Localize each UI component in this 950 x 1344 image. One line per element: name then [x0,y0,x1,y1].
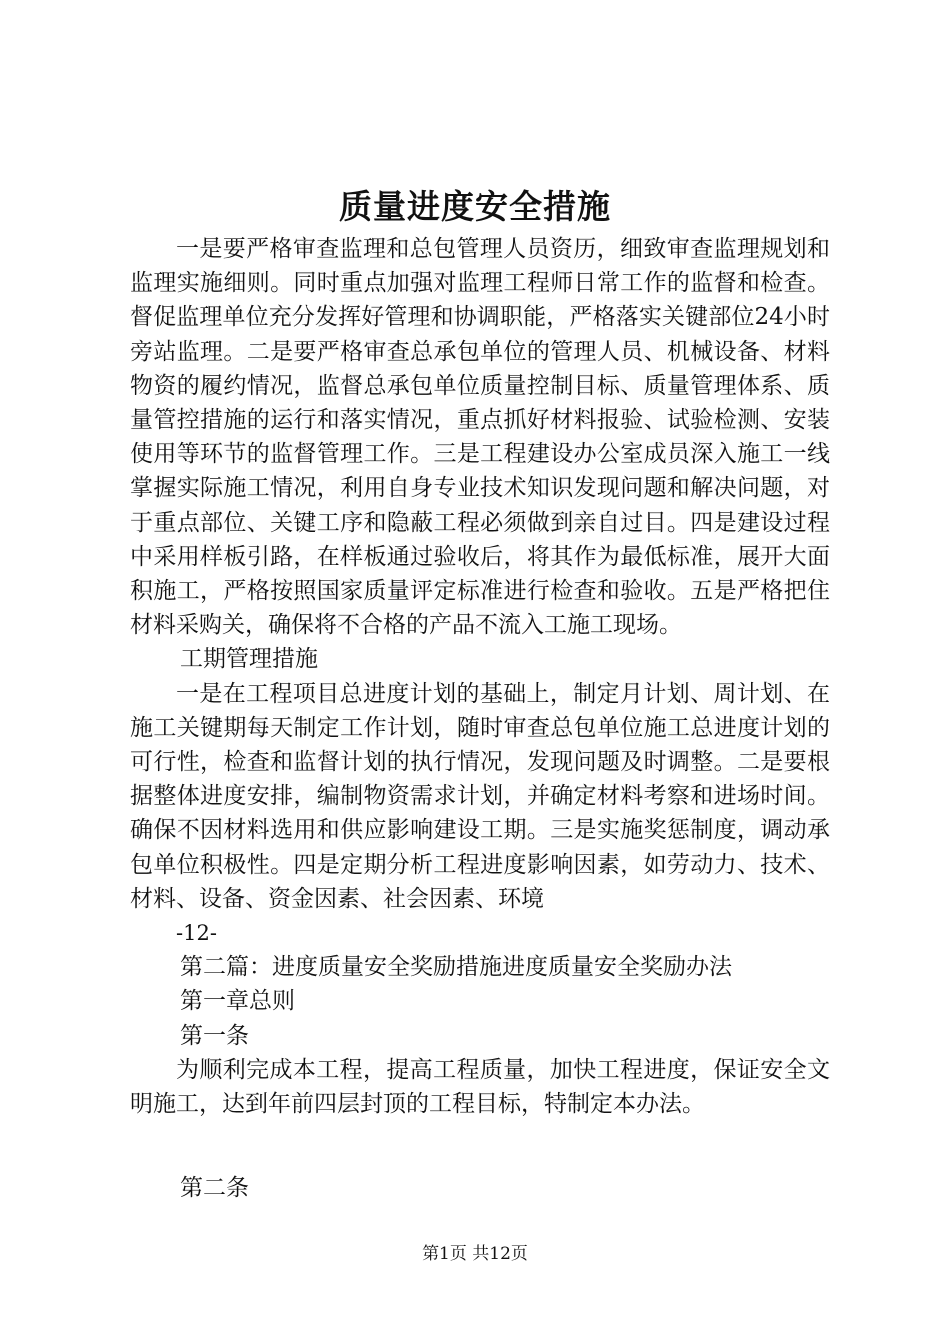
paragraph-article-one: 为顺利完成本工程，提高工程质量，加快工程进度，保证安全文明施工，达到年前四层封顶的工程目标，特制定本办法。 [130,1056,830,1118]
section-heading-schedule: 工期管理措施 [180,646,318,673]
page-footer: 第1页 共12页 [422,1244,528,1264]
paragraph-schedule-measures: 一是在工程项目总进度计划的基础上，制定月计划、周计划、在施工关键期每天制定工作计划，随时审查总包单位施工总进度计划的可行性，检查和监督计划的执行情况，发现问题及时调整。二是要根据整体进度安排，编制物资需求计划，并确定材料考察和进场时间。确保不因材料选用和供应影响建设工期。三是实施奖惩制度，调动承包单位积极性。四是定期分析工程进度影响因素，如劳动力、技术、材料、设备、资金因素、社会因素、环境 [130,680,830,912]
chapter-one-heading: 第一章总则 [180,988,295,1015]
article-two-heading: 第二条 [180,1175,249,1202]
document-title: 质量进度安全措施 [339,187,611,226]
chapter-two-title: 第二篇：进度质量安全奖励措施进度质量安全奖励办法 [180,954,732,981]
blank-space [130,1121,830,1171]
article-one-heading: 第一条 [180,1022,249,1049]
document-body [130,232,830,1205]
page-marker: -12- [176,921,217,946]
paragraph-quality-measures: 一是要严格审查监理和总包管理人员资历，细致审查监理规划和监理实施细则。同时重点加强对监理工程师日常工作的监督和检查。督促监理单位充分发挥好管理和协调职能，严格落实关键部位24小时旁站监理。二是要严格审查总承包单位的管理人员、机械设备、材料物资的履约情况，监督总承包单位质量控制目标、质量管理体系、质量管控措施的运行和落实情况，重点抓好材料报验、试验检测、安装使用等环节的监督管理工作。三是工程建设办公室成员深入施工一线掌握实际施工情况，利用自身专业技术知识发现问题和解决问题，对于重点部位、关键工序和隐蔽工程必须做到亲自过目。四是建设过程中采用样板引路，在样板通过验收后，将其作为最低标准，展开大面积施工，严格按照国家质量评定标准进行检查和验收。五是严格把住材料采购关，确保将不合格的产品不流入工施工现场。 [130,236,830,639]
